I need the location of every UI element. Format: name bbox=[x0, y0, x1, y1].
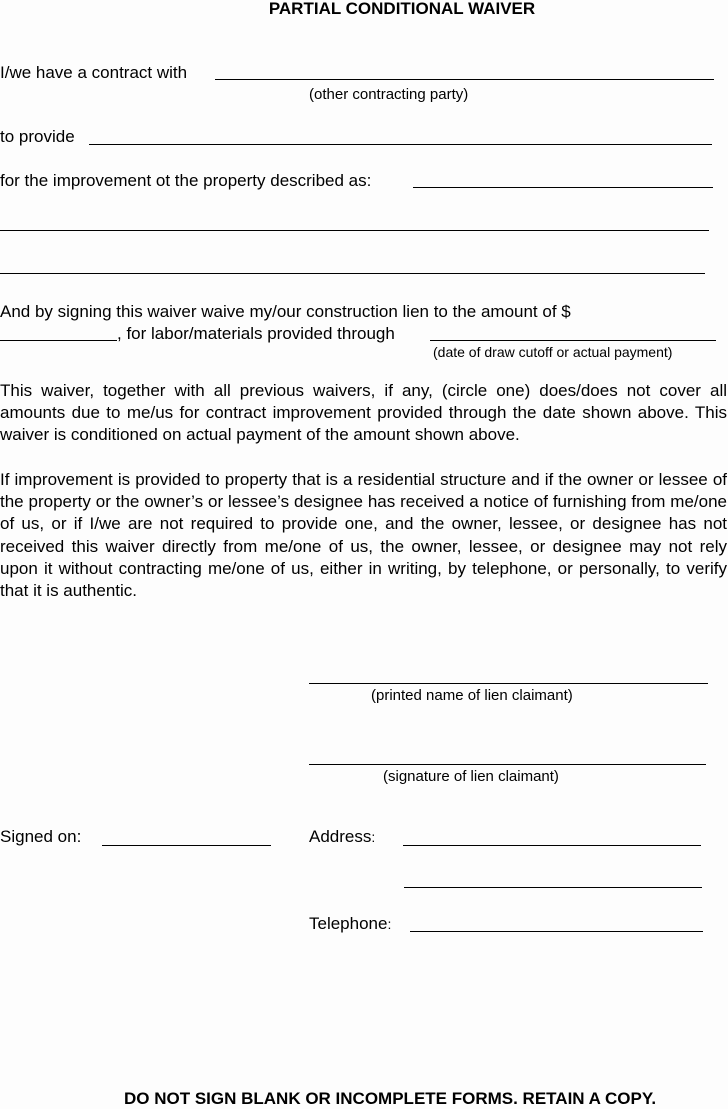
property-description-field[interactable] bbox=[413, 187, 713, 188]
lien-amount-field[interactable] bbox=[0, 340, 117, 341]
printed-name-caption: (printed name of lien claimant) bbox=[371, 687, 573, 704]
draw-cutoff-caption: (date of draw cutoff or actual payment) bbox=[433, 344, 673, 360]
document-title: PARTIAL CONDITIONAL WAIVER bbox=[268, 0, 536, 18]
telephone-label bbox=[309, 914, 391, 934]
contracting-party-caption: (other contracting party) bbox=[309, 86, 469, 103]
coverage-paragraph: This waiver, together with all previous waivers, if any, (circle one) does/does not cover all amounts due to me/us for contract improvement provided through the date shown above. This waiver is conditioned on actual payment of the amount shown above. bbox=[0, 381, 727, 445]
address-label bbox=[309, 827, 375, 847]
provide-label: to provide bbox=[0, 127, 75, 146]
telephone-field[interactable] bbox=[410, 931, 703, 932]
waive-statement: And by signing this waiver waive my/our construction lien to the amount of $ bbox=[0, 302, 571, 321]
printed-name-field[interactable] bbox=[309, 683, 708, 684]
address-field[interactable] bbox=[403, 845, 701, 846]
contract-label: I/we have a contract with bbox=[0, 63, 188, 82]
signed-on-label: Signed on: bbox=[0, 827, 82, 846]
residential-paragraph: If improvement is provided to property that is a residential structure and if the owner or lessee of the property or the owner’s or lessee’s designee has received a notice of furnishing from me/one of us, or if I/we are not required to provide one, and the owner, lessee, or designee has not received this waiver directly from me/one of us, the owner, lessee, or designee may not rely upon it without contracting me/one of us, either in writing, by telephone, or personally, to verify that it is authentic. bbox=[0, 470, 727, 601]
labor-materials-text: , for labor/materials provided through bbox=[117, 324, 395, 343]
signed-on-date-field[interactable] bbox=[102, 845, 271, 846]
address-label-text: Address bbox=[309, 827, 372, 846]
signature-field[interactable] bbox=[309, 764, 706, 765]
provide-field[interactable] bbox=[89, 144, 712, 145]
contracting-party-field[interactable] bbox=[215, 79, 714, 80]
property-description-line-2[interactable] bbox=[0, 230, 709, 231]
telephone-label-text: Telephone bbox=[309, 914, 388, 933]
telephone-label-colon: : bbox=[387, 916, 392, 932]
property-label: for the improvement ot the property described as: bbox=[0, 171, 372, 190]
address-field-line-2[interactable] bbox=[404, 887, 702, 888]
draw-cutoff-date-field[interactable] bbox=[430, 340, 716, 341]
footer-notice: DO NOT SIGN BLANK OR INCOMPLETE FORMS. RETAIN A COPY. bbox=[124, 1089, 657, 1108]
signature-caption: (signature of lien claimant) bbox=[383, 768, 559, 785]
address-label-colon: : bbox=[371, 829, 376, 845]
property-description-line-3[interactable] bbox=[0, 273, 705, 274]
